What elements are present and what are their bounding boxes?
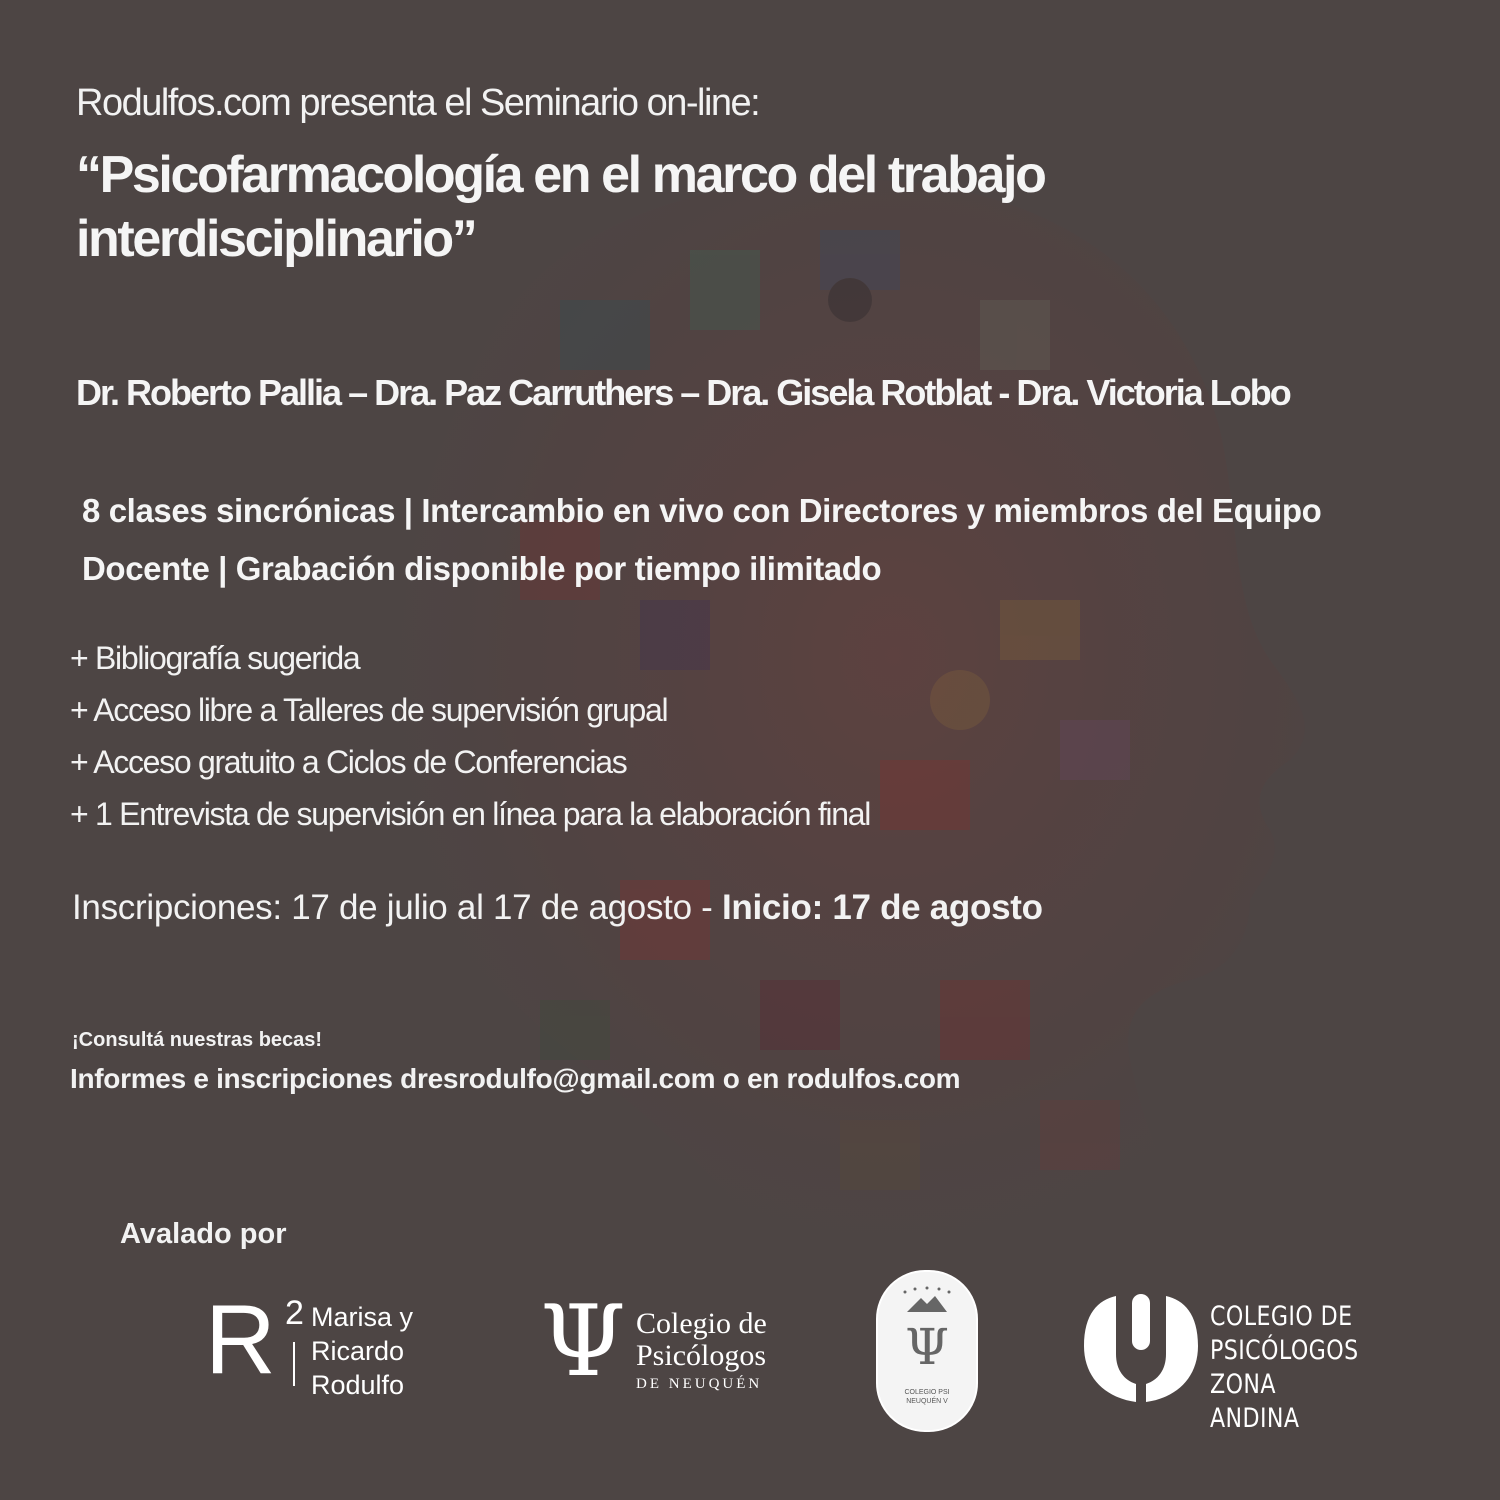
rodulfo-logo-name: [311, 1300, 413, 1402]
colegio-neuquen-logo: [540, 1285, 800, 1410]
benefit-item: + Acceso gratuito a Ciclos de Conferencias: [70, 744, 627, 780]
colegio-neuquen-name: [636, 1308, 767, 1396]
neuquen-line-3: DE NEUQUÉN: [636, 1376, 763, 1392]
benefit-item: + Bibliografía sugerida: [70, 640, 360, 676]
zona-andina-line-1: COLEGIO DE: [1210, 1301, 1353, 1332]
start-date: Inicio: 17 de agosto: [721, 888, 1043, 927]
contact-info: Informes e inscripciones dresrodulfo@gmail.com o en rodulfos.com: [70, 1063, 961, 1094]
rodulfo-logo-divider: [293, 1342, 295, 1386]
authors-line: Dr. Roberto Pallia – Dra. Paz Carruthers – Dra. Gisela Rotblat - Dra. Victoria Lobo: [76, 372, 1290, 413]
colegio-psi-v-badge: [876, 1270, 978, 1432]
mountain-icon: [897, 1286, 957, 1314]
psi-icon: Ψ: [905, 1318, 949, 1376]
rodulfo-logo-superscript: 2: [285, 1294, 304, 1332]
dates-line: [72, 888, 1043, 928]
intro-line: Rodulfos.com presenta el Seminario on-line:: [76, 82, 760, 124]
scholarships-note: ¡Consultá nuestras becas!: [72, 1029, 323, 1051]
colegio-zona-andina-logo: [1084, 1294, 1384, 1434]
features-line-1: 8 clases sincrónicas | Intercambio en vivo con Directores y miembros del Equipo: [82, 492, 1322, 529]
badge-line-1: COLEGIO PSI: [904, 1389, 950, 1396]
rodulfo-name-line-2: Ricardo: [311, 1336, 405, 1366]
benefits-list: [70, 632, 870, 840]
zona-andina-emblem-icon: [1084, 1294, 1198, 1406]
rodulfo-name-line-3: Rodulfo: [311, 1370, 405, 1400]
rodulfo-logo: [205, 1284, 445, 1410]
seminar-title: [76, 143, 1044, 271]
neuquen-line-2: Psicólogos: [636, 1339, 767, 1372]
rodulfo-logo-letter: R: [205, 1284, 276, 1394]
psi-icon: Ψ: [540, 1285, 626, 1399]
endorsed-by-label: Avalado por: [120, 1218, 287, 1250]
zona-andina-line-2: PSICÓLOGOS: [1210, 1335, 1359, 1366]
zona-andina-name: [1210, 1300, 1359, 1436]
neuquen-line-1: Colegio de: [636, 1307, 767, 1340]
inscripciones-dates: Inscripciones: 17 de julio al 17 de agosto -: [72, 888, 722, 927]
features-line-2: Docente | Grabación disponible por tiempo ilimitado: [82, 550, 882, 587]
badge-text: [878, 1388, 976, 1406]
zona-andina-line-3: ZONA ANDINA: [1210, 1369, 1300, 1434]
benefit-item: + Acceso libre a Talleres de supervisión grupal: [70, 692, 668, 728]
title-line-1: “Psicofarmacología en el marco del trabajo: [76, 146, 1045, 204]
badge-line-2: NEUQUÉN V: [906, 1398, 948, 1405]
benefit-item: + 1 Entrevista de supervisión en línea para la elaboración final: [70, 796, 871, 832]
title-line-2: interdisciplinario”: [76, 210, 476, 268]
features-block: [82, 482, 1321, 598]
rodulfo-name-line-1: Marisa y: [311, 1302, 414, 1332]
